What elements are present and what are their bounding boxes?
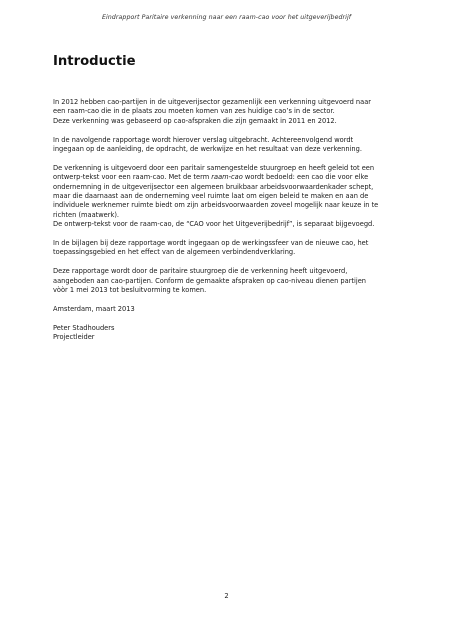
text-line: een raam-cao die in de plaats zou moeten komen van zes huidige cao’s in de sector. — [53, 107, 335, 116]
paragraph-intro — [53, 98, 413, 126]
signatory-name: Peter Stadhouders — [53, 323, 115, 332]
text-line: Deze rapportage wordt door de paritaire stuurgroep die de verkenning heeft uitgevoerd, — [53, 267, 348, 276]
page-number: 2 — [224, 592, 229, 600]
place-date — [53, 305, 413, 314]
text-line: maar die daarnaast aan de onderneming veel ruimte laat om eigen beleid te maken en aan de — [53, 192, 369, 201]
paragraph-verkenning — [53, 164, 413, 230]
paragraph-bijlagen — [53, 239, 413, 258]
text-line: ingegaan op de aanleiding, de opdracht, de werkwijze en het resultaat van deze verkenning. — [53, 145, 362, 154]
text-line: De verkenning is uitgevoerd door een paritair samengestelde stuurgroep en heeft geleid tot een — [53, 163, 375, 172]
text-line: ontwerp-tekst voor een raam-cao. Met de term raam-cao wordt bedoeld: een cao die voor elke — [53, 173, 369, 182]
text-line: aangeboden aan cao-partijen. Conform de gemaakte afspraken op cao-niveau dienen partijen — [53, 276, 367, 285]
text-line: toepassingsgebied en het effect van de algemeen verbindendverklaring. — [53, 248, 296, 257]
signature-block — [53, 324, 413, 343]
paragraph-report-outline — [53, 136, 413, 155]
signatory-role: Projectleider — [53, 333, 95, 342]
text-line: vòòr 1 mei 2013 tot besluitvorming te komen. — [53, 286, 207, 295]
paragraph-aanbieding — [53, 267, 413, 295]
text-line: individuele werknemer ruimte biedt om zijn arbeidsvoorwaarden zoveel mogelijk naar keuze in te — [53, 201, 379, 210]
text-line: De ontwerp-tekst voor de raam-cao, de “CAO voor het Uitgeverijbedrijf”, is separaat bijgevoegd. — [53, 220, 375, 229]
section-title: Introductie — [53, 54, 136, 69]
text-line: richten (maatwerk). — [53, 210, 120, 219]
text-line: In de navolgende rapportage wordt hierover verslag uitgebracht. Achtereenvolgend wordt — [53, 135, 354, 144]
text-line: In de bijlagen bij deze rapportage wordt ingegaan op de werkingssfeer van de nieuwe cao, het — [53, 239, 369, 248]
text-line: ondernemning in de uitgeverijsector een algemeen bruikbaar arbeidsvoorwaardenkader schept, — [53, 182, 374, 191]
running-header: Eindrapport Paritaire verkenning naar een raam-cao voor het uitgeverijbedrijf — [101, 14, 352, 21]
document-body — [53, 98, 413, 352]
text-line: Deze verkenning was gebaseerd op cao-afspraken die zijn gemaakt in 2011 en 2012. — [53, 116, 337, 125]
text-line: In 2012 hebben cao-partijen in de uitgeverijsector gezamenlijk een verkenning uitgevoerd naar — [53, 98, 372, 106]
emphasis-term: raam-cao — [211, 173, 243, 182]
text-line: Amsterdam, maart 2013 — [53, 304, 135, 313]
